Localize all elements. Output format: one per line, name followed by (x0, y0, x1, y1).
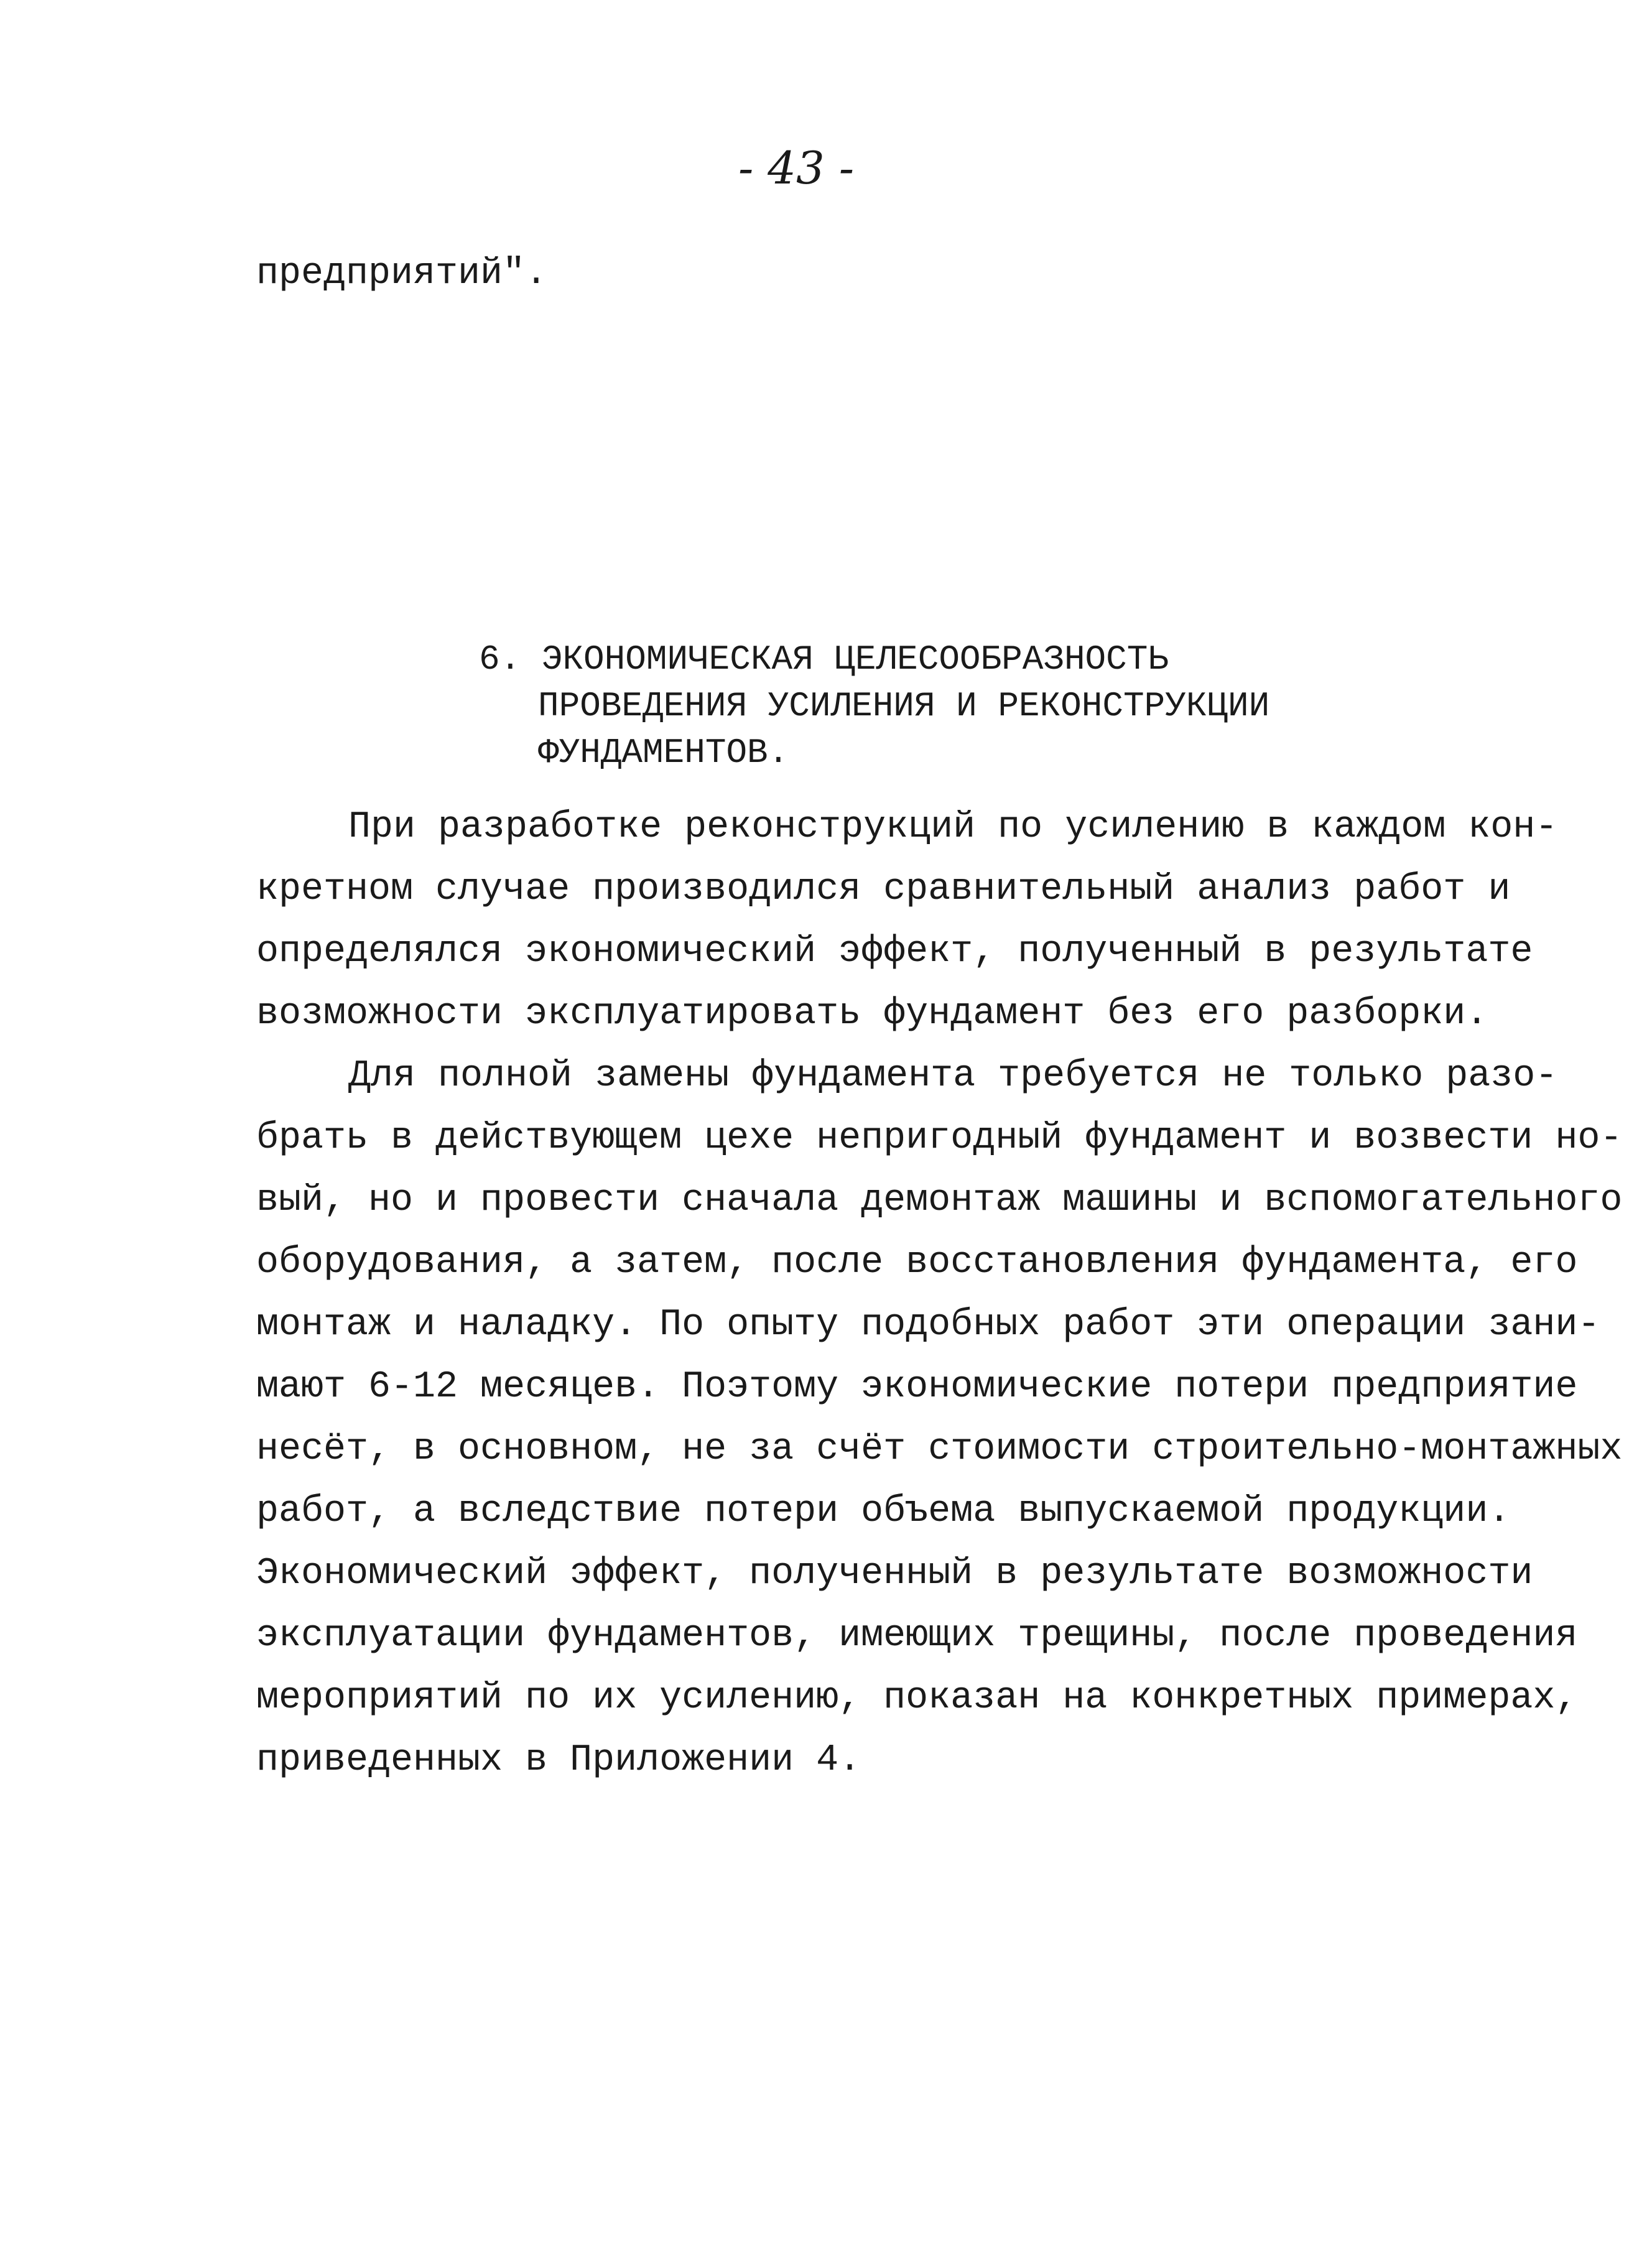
paragraph-2-line: эксплуатации фундаментов, имеющих трещины, после проведения (256, 1615, 1578, 1657)
paragraph-2-line: вый, но и провести сначала демонтаж машины и вспомогательного (256, 1179, 1623, 1222)
paragraph-2-line: Экономический эффект, полученный в результате возможности (256, 1553, 1533, 1595)
paragraph-1-line: определялся экономический эффект, полученный в результате (256, 931, 1533, 973)
paragraph-2-line: брать в действующем цехе непригодный фундамент и возвести но- (256, 1117, 1623, 1159)
paragraph-2-line: несёт, в основном, не за счёт стоимости строительно-монтажных (256, 1428, 1623, 1470)
paragraph-2-line: работ, а вследствие потери объема выпускаемой продукции. (256, 1490, 1511, 1533)
page-number: - 43 - (738, 142, 855, 194)
paragraph-1-line: кретном случае производился сравнительный анализ работ и (256, 868, 1511, 911)
paragraph-2-line: мают 6-12 месяцев. Поэтому экономические потери предприятие (256, 1366, 1578, 1408)
section-heading-line-2: ПРОВЕДЕНИЯ УСИЛЕНИЯ И РЕКОНСТРУКЦИИ (538, 686, 1270, 726)
paragraph-1-line: При разработке реконструкций по усилению в каждом кон- (348, 806, 1558, 848)
paragraph-2-line: приведенных в Приложении 4. (256, 1739, 861, 1781)
paragraph-2-line: Для полной замены фундамента требуется не только разо- (348, 1055, 1558, 1097)
paragraph-2-line: монтаж и наладку. По опыту подобных работ эти операции зани- (256, 1304, 1600, 1346)
section-heading-line-3: ФУНДАМЕНТОВ. (538, 733, 789, 773)
paragraph-2-line: оборудования, а затем, после восстановления фундамента, его (256, 1242, 1578, 1284)
paragraph-1-line: возможности эксплуатировать фундамент без его разборки. (256, 993, 1488, 1035)
section-heading-line-1: 6. ЭКОНОМИЧЕСКАЯ ЦЕЛЕСООБРАЗНОСТЬ (479, 639, 1169, 679)
paragraph-2-line: мероприятий по их усилению, показан на конкретных примерах, (256, 1677, 1578, 1719)
carryover-text-line: предприятий". (256, 253, 548, 295)
